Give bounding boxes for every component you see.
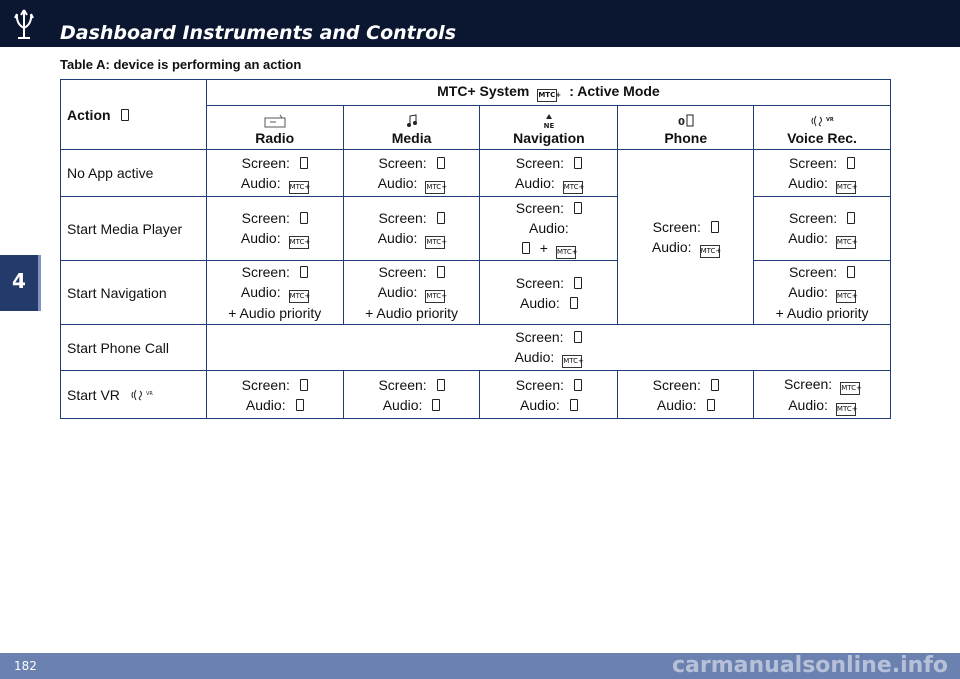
- compass-icon: [542, 112, 556, 130]
- cell: [618, 371, 754, 419]
- device-icon: [847, 266, 855, 278]
- audio-label: Audio:: [520, 396, 560, 413]
- cell: [343, 261, 480, 325]
- svg-text:VR: VR: [145, 390, 153, 397]
- screen-label: Screen:: [652, 218, 701, 235]
- device-icon: [300, 157, 308, 169]
- cell: [754, 150, 891, 197]
- audio-label: Audio:: [515, 174, 555, 191]
- cell: [206, 197, 343, 261]
- screen-label: Screen:: [378, 376, 427, 393]
- cell: [343, 150, 480, 197]
- music-note-icon: [406, 112, 418, 130]
- screen-label: Screen:: [783, 375, 833, 392]
- cell: [206, 150, 343, 197]
- audio-label: Audio:: [240, 230, 281, 246]
- mtc-icon: MTC+: [556, 246, 576, 259]
- system-header-prefix: MTC+ System: [437, 83, 530, 99]
- mtc-icon: MTC+: [836, 403, 856, 416]
- col-navigation-label: Navigation: [513, 129, 585, 146]
- page-number: 182: [14, 659, 37, 673]
- audio-label: Audio:: [529, 220, 569, 236]
- screen-label: Screen:: [378, 210, 427, 226]
- header-bar: [0, 0, 960, 47]
- plus-sign: +: [539, 240, 548, 256]
- mtc-icon: MTC+: [700, 245, 720, 258]
- voice-rec-icon: [810, 112, 834, 130]
- mtc-icon: MTC+: [289, 181, 309, 194]
- cell: [206, 261, 343, 325]
- screen-label: Screen:: [788, 154, 838, 171]
- audio-label: Audio:: [245, 396, 286, 413]
- device-icon: [300, 266, 308, 278]
- device-icon: [296, 399, 304, 411]
- svg-text:NE: NE: [543, 121, 555, 130]
- mtc-icon: MTC+: [425, 181, 445, 194]
- audio-label: Audio:: [514, 349, 555, 365]
- audio-label: Audio:: [788, 174, 828, 191]
- screen-label: Screen:: [378, 154, 427, 171]
- system-header-suffix: : Active Mode: [569, 83, 660, 99]
- system-header: [206, 80, 890, 106]
- mtc-icon: MTC+: [289, 236, 309, 249]
- col-radio: [206, 106, 343, 150]
- screen-label: Screen:: [241, 154, 290, 171]
- device-icon: [570, 399, 578, 411]
- audio-label: Audio:: [382, 396, 423, 413]
- cell: [754, 261, 891, 325]
- screen-label: Screen:: [515, 376, 565, 393]
- device-icon: [574, 157, 582, 169]
- audio-label: Audio:: [377, 230, 418, 246]
- mtc-icon: MTC+: [840, 382, 860, 395]
- device-icon: [707, 399, 715, 411]
- action-header-label: Action: [67, 106, 111, 123]
- row-action-label: Start VR: [67, 386, 120, 403]
- screen-label: Screen:: [515, 154, 565, 171]
- col-phone-label: Phone: [664, 129, 708, 146]
- mtc-icon: MTC+: [537, 89, 557, 102]
- table-caption: Table A: device is performing an action: [60, 57, 302, 72]
- row-action: Start Phone Call: [61, 325, 207, 371]
- mtc-icon: MTC+: [836, 236, 856, 249]
- cell: [480, 197, 618, 261]
- mtc-icon: MTC+: [289, 290, 309, 303]
- screen-label: Screen:: [515, 274, 565, 291]
- mtc-icon: MTC+: [425, 236, 445, 249]
- audio-label: Audio:: [377, 284, 418, 300]
- col-voice-rec-label: Voice Rec.: [787, 129, 857, 146]
- row-action: Start Media Player: [61, 197, 207, 261]
- cell: [206, 371, 343, 419]
- device-icon: [574, 277, 582, 289]
- device-icon: [437, 266, 445, 278]
- device-icon: [711, 221, 719, 233]
- audio-priority: + Audio priority: [775, 305, 869, 321]
- audio-label: Audio:: [520, 294, 560, 311]
- screen-label: Screen:: [378, 264, 427, 280]
- audio-label: Audio:: [651, 238, 692, 255]
- audio-priority: + Audio priority: [365, 305, 459, 321]
- mtc-icon: MTC+: [562, 355, 582, 368]
- cell: [480, 371, 618, 419]
- footer-bar: [0, 653, 960, 679]
- device-icon: [437, 157, 445, 169]
- screen-label: Screen:: [515, 329, 564, 345]
- device-icon: [574, 202, 582, 214]
- mode-table: [60, 79, 891, 419]
- device-icon: [300, 379, 308, 391]
- cell: [343, 197, 480, 261]
- col-radio-label: Radio: [255, 129, 295, 146]
- cell-phone-call-merged: [206, 325, 890, 371]
- chapter-number: 4: [12, 269, 26, 293]
- device-icon: [121, 109, 129, 121]
- screen-label: Screen:: [241, 376, 290, 393]
- audio-priority: + Audio priority: [228, 305, 322, 321]
- watermark: carmanualsonline.info: [672, 653, 948, 678]
- phone-icon: [677, 112, 695, 130]
- col-voice-rec: [754, 106, 891, 150]
- device-icon: [574, 331, 582, 343]
- action-header: [61, 80, 207, 150]
- row-action: [61, 371, 207, 419]
- col-phone: [618, 106, 754, 150]
- device-icon: [574, 379, 582, 391]
- device-icon: [432, 399, 440, 411]
- audio-label: Audio:: [240, 174, 281, 191]
- col-navigation: [480, 106, 618, 150]
- device-icon: [522, 242, 530, 254]
- cell: [754, 197, 891, 261]
- svg-text:VR: VR: [826, 116, 834, 123]
- row-action: Start Navigation: [61, 261, 207, 325]
- col-media-label: Media: [391, 129, 432, 146]
- cell: [754, 371, 891, 419]
- screen-label: Screen:: [241, 210, 290, 226]
- voice-rec-icon: [130, 388, 154, 402]
- mtc-icon: MTC+: [563, 181, 583, 194]
- mtc-icon: MTC+: [836, 290, 856, 303]
- device-icon: [437, 212, 445, 224]
- device-icon: [847, 157, 855, 169]
- screen-label: Screen:: [515, 200, 565, 216]
- page-header-title: Dashboard Instruments and Controls: [60, 22, 457, 44]
- audio-label: Audio:: [240, 284, 281, 300]
- svg-text:0: 0: [677, 116, 685, 128]
- cell: [343, 371, 480, 419]
- col-media: [343, 106, 480, 150]
- device-icon: [437, 379, 445, 391]
- device-icon: [570, 297, 578, 309]
- cell: [480, 261, 618, 325]
- device-icon: [847, 212, 855, 224]
- trident-logo-icon: [9, 8, 39, 42]
- audio-label: Audio:: [656, 396, 697, 413]
- audio-label: Audio:: [788, 396, 828, 413]
- chapter-tab: [0, 255, 41, 311]
- cell-phone-merged: [618, 150, 754, 325]
- radio-icon: [264, 112, 286, 130]
- screen-label: Screen:: [788, 210, 838, 226]
- screen-label: Screen:: [788, 264, 838, 280]
- device-icon: [711, 379, 719, 391]
- screen-label: Screen:: [241, 264, 290, 280]
- audio-label: Audio:: [377, 174, 418, 191]
- audio-label: Audio:: [788, 284, 828, 300]
- cell: [480, 150, 618, 197]
- mtc-icon: MTC+: [836, 181, 856, 194]
- audio-label: Audio:: [788, 230, 828, 246]
- device-icon: [300, 212, 308, 224]
- row-action: No App active: [61, 150, 207, 197]
- screen-label: Screen:: [652, 376, 701, 393]
- mtc-icon: MTC+: [425, 290, 445, 303]
